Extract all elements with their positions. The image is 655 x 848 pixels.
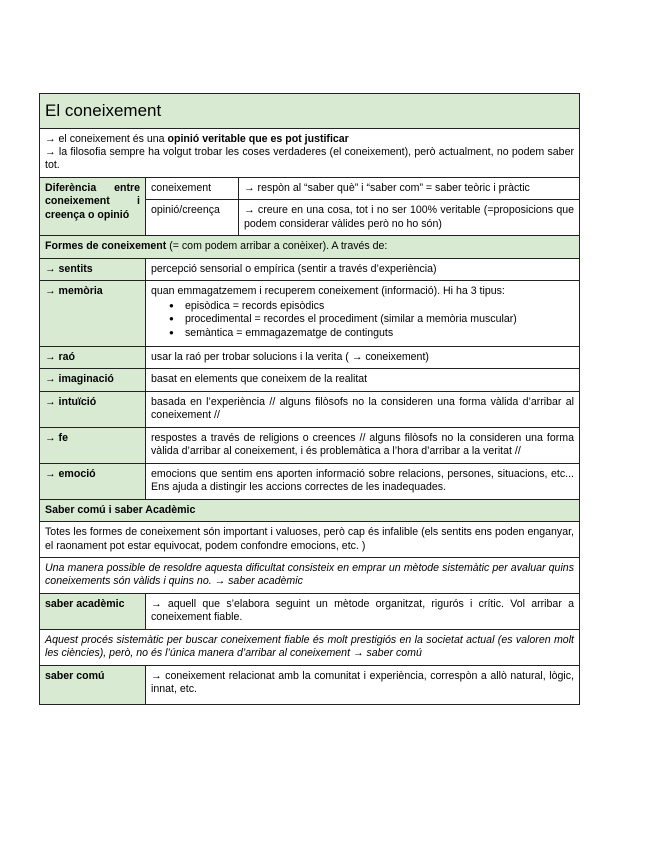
difference-term-opinion: opinió/creença <box>146 200 239 236</box>
list-item: ● episòdica = records episòdics <box>185 300 574 313</box>
section2-para3: Aquest procés sistemàtic per buscar coneixement fiable és molt prestigiós en la societat actual (es valoren molt les ciències), però, no és l’única manera d’arribar al coneixement → saber comú <box>40 629 580 665</box>
form-text-intuition: basada en l’experiència // alguns filòsofs no la consideren una forma vàlida d’arribar al coneixement // <box>146 391 580 427</box>
list-item: ● semàntica = emmagazematge de continguts <box>185 327 574 340</box>
academic-label: saber acadèmic <box>40 593 146 629</box>
form-text-imagination: basat en elements que coneixem de la realitat <box>146 369 580 391</box>
form-text-emotion: emocions que sentim ens aporten informació sobre relacions, persones, situacions, etc... Ens ajuda a distingir les accions correctes de les inadequades. <box>146 463 580 499</box>
forms-header-bold: Formes de coneixement <box>45 240 167 253</box>
memory-types-list <box>151 300 574 340</box>
academic-text: → aquell que s’elabora seguint un mètode organitzat, rigurós i crític. Vol arribar a coneixement fiable. <box>146 593 580 629</box>
form-text-faith: respostes a través de religions o creences // alguns filòsofs no la consideren una forma vàlida d’arribar al coneixement, i és problemàtica a l’hora d’arribar a la veritat // <box>146 427 580 463</box>
section2-title: Saber comú i saber Acadèmic <box>40 499 580 521</box>
form-label-intuition: → intuïció <box>40 391 146 427</box>
intro-line1-bold: opinió veritable que es pot justificar <box>167 132 349 145</box>
form-label-senses: → sentits <box>40 258 146 280</box>
difference-def-knowledge: → respòn al “saber què” i “saber com” = saber teòric i pràctic <box>239 177 580 199</box>
section2-para1: Totes les formes de coneixement són important i valuoses, però cap és infalible (els sentits ens poden enganyar, el raonament pot estar equivocat, podem confondre emocions, etc. ) <box>40 522 580 558</box>
page-title: El coneixement <box>40 94 580 129</box>
intro-line1-prefix: → el coneixement és una <box>45 132 168 145</box>
form-label-faith: → fe <box>40 427 146 463</box>
common-label: saber comú <box>40 665 146 704</box>
common-text: → coneixement relacionat amb la comunitat i experiència, correspòn a allò natural, lògic, innat, etc. <box>146 665 580 704</box>
form-text-reason: usar la raó per trobar solucions i la verita ( → coneixement) <box>146 347 580 369</box>
form-text-senses: percepció sensorial o empírica (sentir a través d’experiència) <box>146 258 580 280</box>
difference-def-opinion: → creure en una cosa, tot i no ser 100% veritable (=proposicions que podem considerar vàlides però no ho són) <box>239 200 580 236</box>
form-label-imagination: → imaginació <box>40 369 146 391</box>
difference-term-knowledge: coneixement <box>146 177 239 199</box>
intro-cell <box>40 128 580 177</box>
forms-header-rest: (= com podem arribar a conèixer). A través de: <box>166 240 388 253</box>
forms-header <box>40 236 580 258</box>
form-text-memory: quan emmagatzemem i recuperem coneixement (informació). Hi ha 3 tipus: <box>151 285 505 298</box>
section2-para2: Una manera possible de resoldre aquesta dificultat consisteix en emprar un mètode sistemàtic per avaluar quins coneixements són vàlids i quins no. → saber acadèmic <box>40 558 580 594</box>
knowledge-table <box>39 93 580 705</box>
intro-line2: → la filosofia sempre ha volgut trobar les coses verdaderes (el coneixement), però actualment, no podem saber tot. <box>45 146 574 172</box>
difference-label: Diferència entre coneixement i creença o opinió <box>40 177 146 235</box>
list-item: ● procedimental = recordes el procediment (similar a memòria muscular) <box>185 313 574 326</box>
form-label-memory: → memòria <box>40 281 146 347</box>
form-label-emotion: → emoció <box>40 463 146 499</box>
form-label-reason: → raó <box>40 347 146 369</box>
form-memory-cell <box>146 281 580 347</box>
